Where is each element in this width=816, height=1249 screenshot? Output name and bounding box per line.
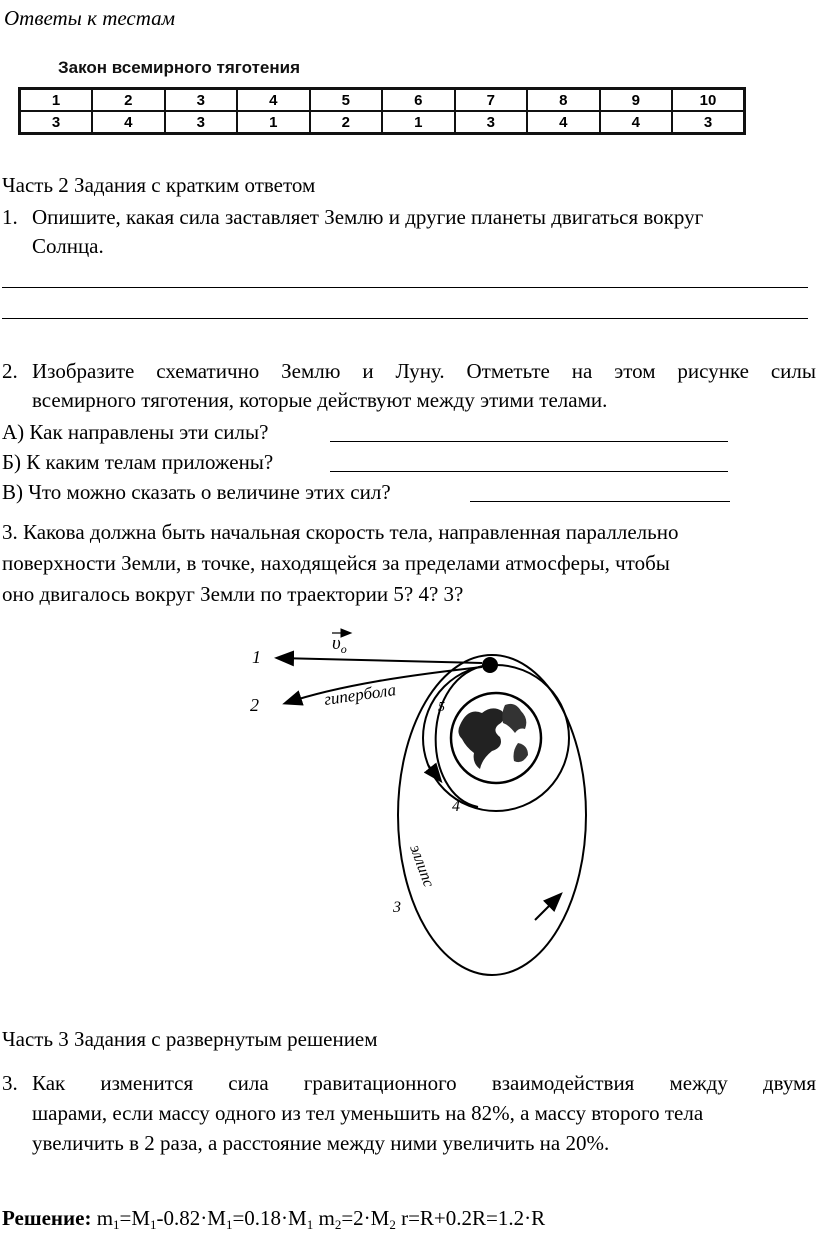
eq3: r=R+0.2R=1.2·R (401, 1206, 546, 1230)
solution-label: Решение: (2, 1206, 92, 1230)
answer-line (470, 501, 730, 502)
eq1b: -0.82·M (156, 1206, 226, 1230)
q2-sub-c: В) Что можно сказать о величине этих сил? (2, 480, 391, 504)
p3-q3-text-line2: шарами, если массу одного из тел уменьшить на 82%, а массу второго тела (32, 1101, 704, 1125)
eq2-sub: 2 (389, 1217, 396, 1232)
hyperbola-label: гипербола (322, 680, 398, 709)
m2-sub: 2 (334, 1217, 342, 1232)
eq1c-sub: 1 (306, 1217, 314, 1232)
question-cell: 6 (382, 89, 455, 112)
solution-line (2, 1206, 545, 1231)
eq1c: =0.18·M (232, 1206, 307, 1230)
p3-q3-text-line3: увеличить в 2 раза, а расстояние между ними увеличить на 20%. (32, 1131, 610, 1155)
answers-table (18, 87, 746, 135)
answer-line (330, 441, 728, 442)
orbit-figure (230, 625, 610, 985)
question-cell: 8 (527, 89, 600, 112)
part2-heading: Часть 2 Задания с кратким ответом (2, 173, 316, 197)
question-cell: 4 (237, 89, 310, 112)
eq2: =2·M (341, 1206, 390, 1230)
answer-cell: 1 (382, 111, 455, 134)
eq1b-sub: 1 (225, 1217, 233, 1232)
label-3: 3 (393, 899, 401, 916)
table-row (20, 111, 745, 134)
question-cell: 2 (92, 89, 165, 112)
q2-number: 2. (2, 359, 18, 383)
q2-text-line2: всемирного тяготения, которые действуют между этими телами. (32, 388, 608, 412)
answer-cell: 3 (20, 111, 93, 134)
p3-q3-text-line1: Как изменится сила гравитационного взаимодействия между двумя (32, 1071, 816, 1095)
velocity-label: $\upsilon_o$ (332, 633, 347, 656)
question-cell: 1 (20, 89, 93, 112)
q1-number: 1. (2, 205, 18, 229)
q1-text-line1: Опишите, какая сила заставляет Землю и другие планеты двигаться вокруг (32, 205, 704, 229)
m2-symbol: m (318, 1206, 335, 1230)
label-5: 5 (438, 700, 445, 715)
question-cell: 3 (165, 89, 238, 112)
answer-line (2, 287, 808, 288)
answer-cell: 3 (165, 111, 238, 134)
answers-title: Закон всемирного тяготения (58, 58, 300, 77)
ellipse-label: эллипс (406, 842, 438, 890)
label-4: 4 (452, 798, 460, 815)
q3-text-line3: оно двигалось вокруг Земли по траектории 5? 4? 3? (2, 582, 464, 606)
question-cell: 10 (672, 89, 745, 112)
label-2: 2 (250, 695, 259, 715)
q2-text-line1: Изобразите схематично Землю и Луну. Отметьте на этом рисунке силы (32, 359, 816, 383)
table-row (20, 89, 745, 112)
label-1: 1 (252, 647, 261, 667)
eq1a-sub: 1 (150, 1217, 157, 1232)
answer-cell: 2 (310, 111, 383, 134)
answer-cell: 1 (237, 111, 310, 134)
answer-line (2, 318, 808, 319)
q3-text-line1: 3. Какова должна быть начальная скорость тела, направленная параллельно (2, 520, 679, 544)
question-cell: 9 (600, 89, 673, 112)
question-cell: 7 (455, 89, 528, 112)
answer-line (330, 471, 728, 472)
q2-sub-b: Б) К каким телам приложены? (2, 450, 274, 474)
body-icon (482, 657, 498, 673)
answer-cell: 3 (455, 111, 528, 134)
part3-heading: Часть 3 Задания с развернутым решением (2, 1027, 378, 1051)
q1-text-line2: Солнца. (32, 234, 104, 258)
m1-sub: 1 (113, 1217, 120, 1232)
question-cell: 5 (310, 89, 383, 112)
p3-q3-number: 3. (2, 1071, 18, 1095)
answer-cell: 4 (92, 111, 165, 134)
q3-text-line2: поверхности Земли, в точке, находящейся за пределами атмосферы, чтобы (2, 551, 670, 575)
trajectory-1 (278, 658, 482, 663)
earth-icon (451, 693, 541, 783)
page-title: Ответы к тестам (4, 6, 176, 30)
q2-sub-a: А) Как направлены эти силы? (2, 420, 269, 444)
answer-cell: 4 (600, 111, 673, 134)
answer-cell: 3 (672, 111, 745, 134)
eq1a: =M (119, 1206, 151, 1230)
m1-symbol: m (96, 1206, 114, 1230)
answer-cell: 4 (527, 111, 600, 134)
